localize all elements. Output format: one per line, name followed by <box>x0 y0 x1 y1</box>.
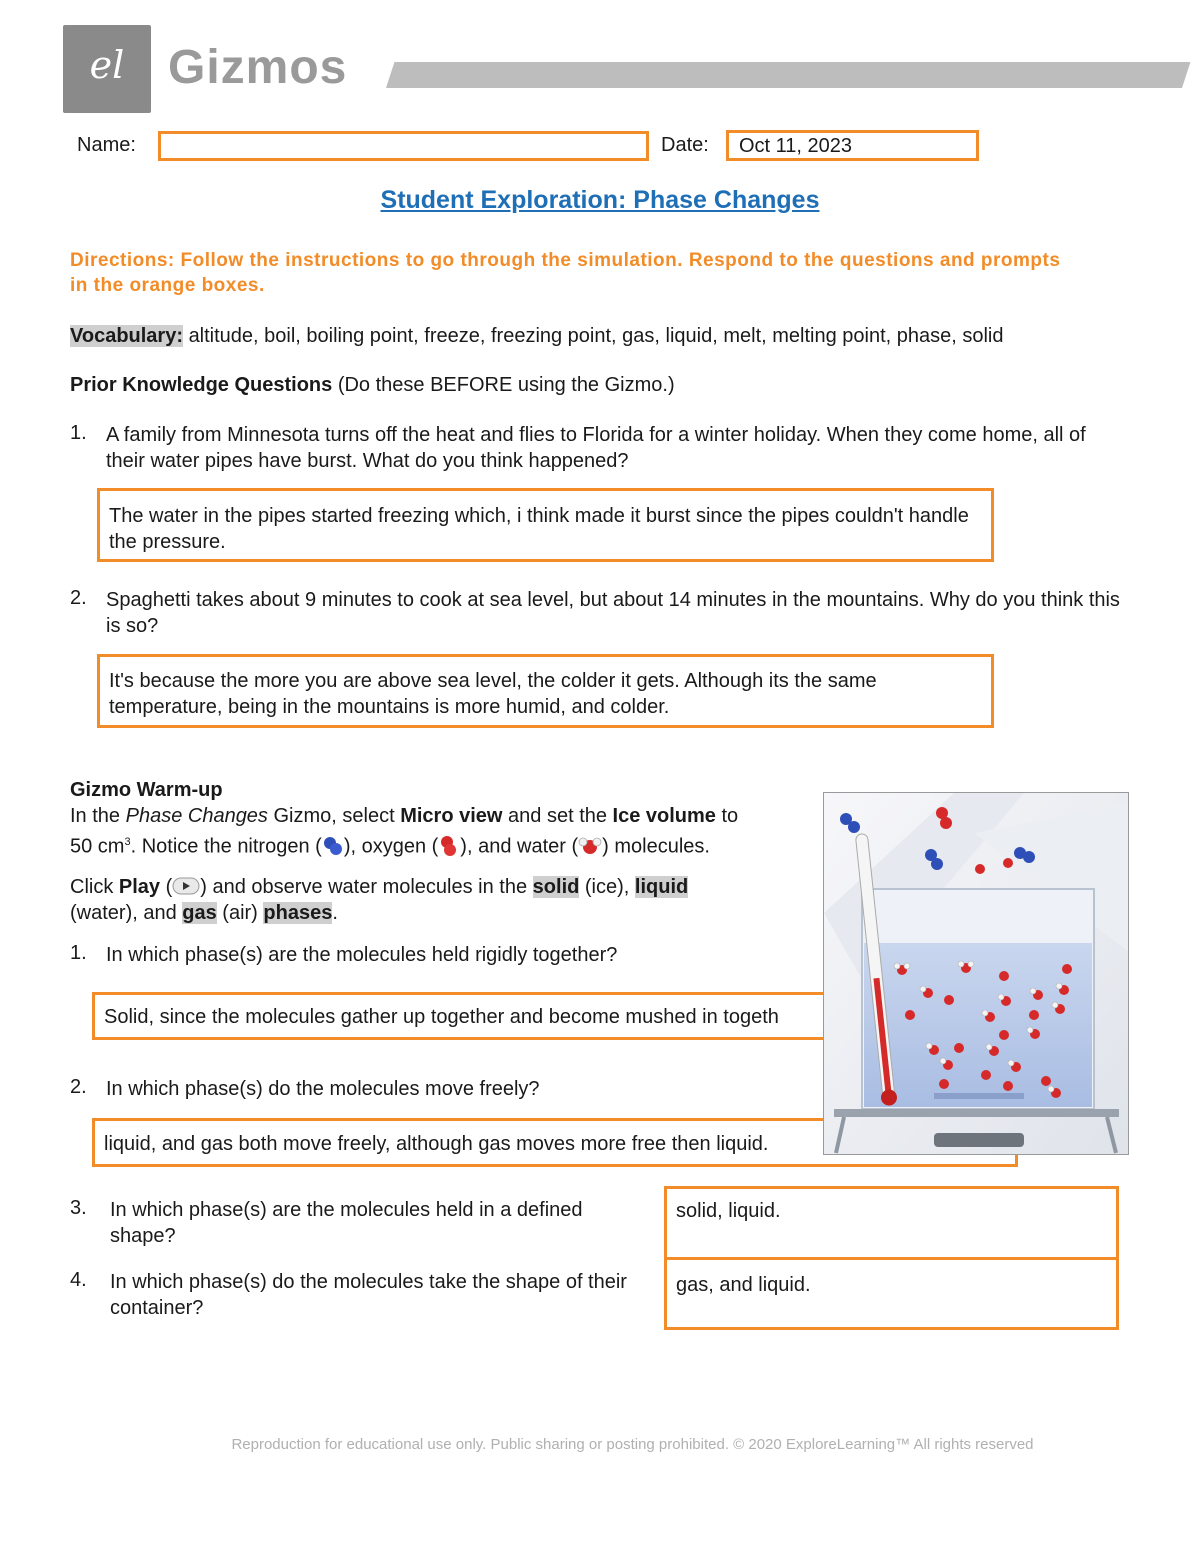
nitrogen-molecule-icon <box>322 835 344 857</box>
play-icon[interactable] <box>172 876 200 896</box>
name-label: Name: <box>77 134 136 156</box>
warmup-question-4: In which phase(s) do the molecules take the shape of their container? <box>110 1271 627 1319</box>
warmup-question-1-number: 1. <box>70 942 87 964</box>
header-bar <box>386 62 1190 88</box>
page-title: Student Exploration: Phase Changes <box>380 186 820 214</box>
warmup-question-2-number: 2. <box>70 1076 87 1098</box>
warmup-answer-3-box[interactable] <box>664 1186 1119 1260</box>
warmup-click-instructions: Click Play ( ) and observe water molecules in the solid (ice), liquid (water), and gas (air) phases. <box>70 876 689 924</box>
vocabulary-terms: altitude, boil, boiling point, freeze, freezing point, gas, liquid, melt, melting point, phase, solid <box>188 325 1004 347</box>
prior-question-1: A family from Minnesota turns off the heat and flies to Florida for a winter holiday. When they come home, all of their water pipes have burst. What do you think happened? <box>106 424 1086 472</box>
prior-answer-2-box[interactable] <box>97 654 994 728</box>
prior-answer-1: The water in the pipes started freezing which, i think made it burst since the pipes couldn't handle the pressure. <box>109 505 969 553</box>
prior-question-2-number: 2. <box>70 587 87 609</box>
explorelearning-logo <box>63 25 151 113</box>
warmup-answer-1-box[interactable] <box>92 992 832 1040</box>
warmup-heading: Gizmo Warm-up <box>70 779 223 801</box>
beaker-scene <box>824 793 1129 1155</box>
logo-glyph: el <box>89 43 125 87</box>
warmup-question-3: In which phase(s) are the molecules held in a defined shape? <box>110 1199 583 1247</box>
date-label: Date: <box>661 134 709 156</box>
prior-question-2: Spaghetti takes about 9 minutes to cook at sea level, but about 14 minutes in the mountains. Why do you think this is so? <box>106 589 1120 637</box>
warmup-answer-2: liquid, and gas both move freely, although gas moves more free then liquid. <box>104 1133 769 1155</box>
warmup-question-2: In which phase(s) do the molecules move freely? <box>106 1078 540 1100</box>
vocabulary <box>70 323 1130 349</box>
vocabulary-label: Vocabulary: <box>70 325 183 347</box>
name-field[interactable] <box>158 131 649 161</box>
water-molecule-icon <box>578 836 602 856</box>
prior-question-1-number: 1. <box>70 422 87 444</box>
prior-knowledge-heading: Prior Knowledge Questions (Do these BEFORE using the Gizmo.) <box>70 374 675 396</box>
warmup-question-3-number: 3. <box>70 1197 87 1219</box>
oxygen-molecule-icon <box>438 835 460 857</box>
date-value: Oct 11, 2023 <box>739 135 853 157</box>
warmup-question-1: In which phase(s) are the molecules held rigidly together? <box>106 944 618 966</box>
gizmo-simulation-image <box>823 792 1129 1155</box>
warmup-answer-4-box[interactable] <box>664 1257 1119 1330</box>
warmup-answer-4: gas, and liquid. <box>676 1274 811 1296</box>
warmup-answer-1: Solid, since the molecules gather up together and become mushed in togeth <box>104 1006 779 1028</box>
warmup-answer-3: solid, liquid. <box>676 1200 781 1222</box>
warmup-intro: In the Phase Changes Gizmo, select Micro view and set the Ice volume to 50 $cm^3$. Notice the nitrogen ( ), oxygen ( ), and water ( ) molecules. <box>70 805 739 858</box>
warmup-question-4-number: 4. <box>70 1269 87 1291</box>
brand-name: Gizmos <box>168 41 348 94</box>
prior-answer-2: It's because the more you are above sea level, the colder it gets. Although its the same temperature, being in the mountains is more humid, and colder. <box>109 670 877 718</box>
date-field[interactable] <box>726 130 979 161</box>
directions: Directions: Follow the instructions to go through the simulation. Respond to the questions and prompts in the orange boxes. <box>70 250 1061 296</box>
footer-copyright: Reproduction for educational use only. Public sharing or posting prohibited. © 2020 ExploreLearning™ All rights reserved <box>231 1436 1034 1453</box>
prior-answer-1-box[interactable] <box>97 488 994 562</box>
